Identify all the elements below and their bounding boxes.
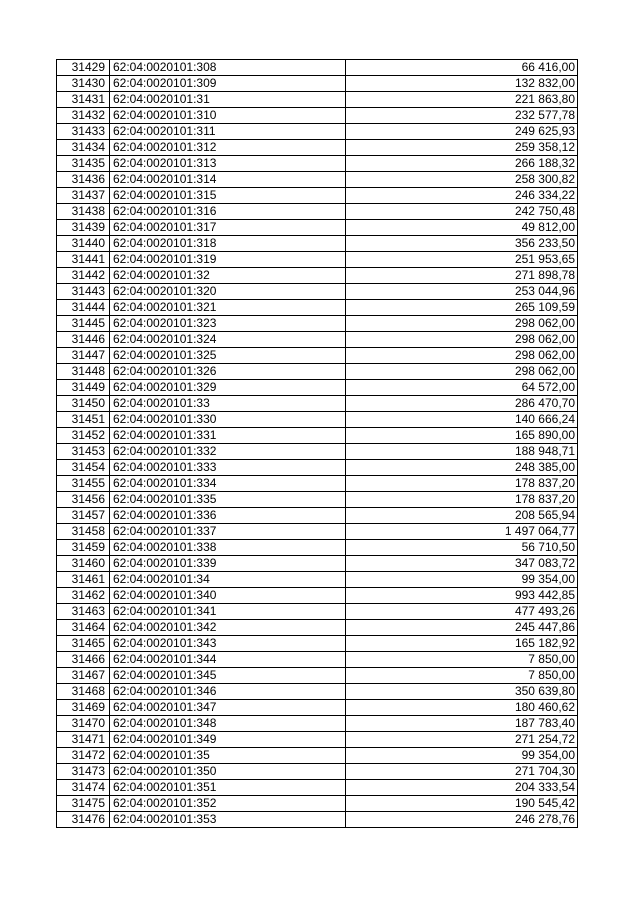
cadastral-number-cell: 62:04:0020101:333 xyxy=(110,460,346,476)
value-cell: 246 278,76 xyxy=(346,812,578,828)
row-number-cell: 31439 xyxy=(57,220,110,236)
row-number-cell: 31454 xyxy=(57,460,110,476)
cadastral-number-cell: 62:04:0020101:321 xyxy=(110,300,346,316)
table-row xyxy=(57,524,578,540)
value-cell: 298 062,00 xyxy=(346,332,578,348)
table-row xyxy=(57,780,578,796)
value-cell: 298 062,00 xyxy=(346,348,578,364)
value-cell: 258 300,82 xyxy=(346,172,578,188)
table-row xyxy=(57,60,578,76)
cadastral-number-cell: 62:04:0020101:315 xyxy=(110,188,346,204)
value-cell: 242 750,48 xyxy=(346,204,578,220)
cadastral-number-cell: 62:04:0020101:324 xyxy=(110,332,346,348)
table-row xyxy=(57,732,578,748)
value-cell: 99 354,00 xyxy=(346,572,578,588)
table-row xyxy=(57,764,578,780)
row-number-cell: 31456 xyxy=(57,492,110,508)
row-number-cell: 31430 xyxy=(57,76,110,92)
value-cell: 132 832,00 xyxy=(346,76,578,92)
value-cell: 208 565,94 xyxy=(346,508,578,524)
table-row xyxy=(57,300,578,316)
value-cell: 356 233,50 xyxy=(346,236,578,252)
table-row xyxy=(57,156,578,172)
row-number-cell: 31471 xyxy=(57,732,110,748)
table-row xyxy=(57,748,578,764)
cadastral-number-cell: 62:04:0020101:34 xyxy=(110,572,346,588)
table-row xyxy=(57,700,578,716)
value-cell: 190 545,42 xyxy=(346,796,578,812)
row-number-cell: 31457 xyxy=(57,508,110,524)
cadastral-number-cell: 62:04:0020101:337 xyxy=(110,524,346,540)
row-number-cell: 31446 xyxy=(57,332,110,348)
value-cell: 221 863,80 xyxy=(346,92,578,108)
value-cell: 298 062,00 xyxy=(346,364,578,380)
row-number-cell: 31474 xyxy=(57,780,110,796)
table-row xyxy=(57,76,578,92)
row-number-cell: 31448 xyxy=(57,364,110,380)
table-row xyxy=(57,540,578,556)
value-cell: 232 577,78 xyxy=(346,108,578,124)
value-cell: 178 837,20 xyxy=(346,492,578,508)
cadastral-number-cell: 62:04:0020101:35 xyxy=(110,748,346,764)
value-cell: 251 953,65 xyxy=(346,252,578,268)
row-number-cell: 31432 xyxy=(57,108,110,124)
table-row xyxy=(57,444,578,460)
row-number-cell: 31465 xyxy=(57,636,110,652)
table-row xyxy=(57,172,578,188)
cadastral-number-cell: 62:04:0020101:311 xyxy=(110,124,346,140)
table-row xyxy=(57,412,578,428)
cadastral-number-cell: 62:04:0020101:318 xyxy=(110,236,346,252)
row-number-cell: 31472 xyxy=(57,748,110,764)
cadastral-number-cell: 62:04:0020101:351 xyxy=(110,780,346,796)
cadastral-number-cell: 62:04:0020101:33 xyxy=(110,396,346,412)
cadastral-number-cell: 62:04:0020101:314 xyxy=(110,172,346,188)
row-number-cell: 31449 xyxy=(57,380,110,396)
value-cell: 477 493,26 xyxy=(346,604,578,620)
value-cell: 350 639,80 xyxy=(346,684,578,700)
table-row xyxy=(57,188,578,204)
table-row xyxy=(57,796,578,812)
cadastral-number-cell: 62:04:0020101:352 xyxy=(110,796,346,812)
cadastral-number-cell: 62:04:0020101:320 xyxy=(110,284,346,300)
row-number-cell: 31461 xyxy=(57,572,110,588)
value-cell: 64 572,00 xyxy=(346,380,578,396)
cadastral-number-cell: 62:04:0020101:342 xyxy=(110,620,346,636)
table-row xyxy=(57,204,578,220)
cadastral-number-cell: 62:04:0020101:338 xyxy=(110,540,346,556)
cadastral-number-cell: 62:04:0020101:323 xyxy=(110,316,346,332)
value-cell: 188 948,71 xyxy=(346,444,578,460)
table-row xyxy=(57,396,578,412)
table-row xyxy=(57,620,578,636)
value-cell: 49 812,00 xyxy=(346,220,578,236)
cadastral-number-cell: 62:04:0020101:325 xyxy=(110,348,346,364)
table-row xyxy=(57,508,578,524)
cadastral-number-cell: 62:04:0020101:339 xyxy=(110,556,346,572)
cadastral-number-cell: 62:04:0020101:319 xyxy=(110,252,346,268)
table-row xyxy=(57,556,578,572)
row-number-cell: 31452 xyxy=(57,428,110,444)
table-row xyxy=(57,572,578,588)
value-cell: 165 890,00 xyxy=(346,428,578,444)
table-row xyxy=(57,284,578,300)
table-row xyxy=(57,364,578,380)
value-cell: 204 333,54 xyxy=(346,780,578,796)
table-row xyxy=(57,332,578,348)
row-number-cell: 31460 xyxy=(57,556,110,572)
table-row xyxy=(57,460,578,476)
table-row xyxy=(57,428,578,444)
value-cell: 245 447,86 xyxy=(346,620,578,636)
row-number-cell: 31437 xyxy=(57,188,110,204)
value-cell: 165 182,92 xyxy=(346,636,578,652)
document-table-container xyxy=(56,59,578,828)
value-cell: 180 460,62 xyxy=(346,700,578,716)
value-cell: 187 783,40 xyxy=(346,716,578,732)
cadastral-number-cell: 62:04:0020101:312 xyxy=(110,140,346,156)
row-number-cell: 31463 xyxy=(57,604,110,620)
row-number-cell: 31470 xyxy=(57,716,110,732)
cadastral-number-cell: 62:04:0020101:347 xyxy=(110,700,346,716)
value-cell: 66 416,00 xyxy=(346,60,578,76)
table-row xyxy=(57,220,578,236)
value-cell: 266 188,32 xyxy=(346,156,578,172)
cadastral-number-cell: 62:04:0020101:346 xyxy=(110,684,346,700)
row-number-cell: 31435 xyxy=(57,156,110,172)
cadastral-number-cell: 62:04:0020101:331 xyxy=(110,428,346,444)
row-number-cell: 31453 xyxy=(57,444,110,460)
table-row xyxy=(57,588,578,604)
table-row xyxy=(57,812,578,828)
cadastral-number-cell: 62:04:0020101:32 xyxy=(110,268,346,284)
row-number-cell: 31451 xyxy=(57,412,110,428)
value-cell: 265 109,59 xyxy=(346,300,578,316)
cadastral-number-cell: 62:04:0020101:330 xyxy=(110,412,346,428)
cadastral-number-cell: 62:04:0020101:308 xyxy=(110,60,346,76)
table-row xyxy=(57,92,578,108)
value-cell: 56 710,50 xyxy=(346,540,578,556)
row-number-cell: 31462 xyxy=(57,588,110,604)
value-cell: 286 470,70 xyxy=(346,396,578,412)
table-row xyxy=(57,492,578,508)
row-number-cell: 31455 xyxy=(57,476,110,492)
row-number-cell: 31431 xyxy=(57,92,110,108)
cadastral-number-cell: 62:04:0020101:349 xyxy=(110,732,346,748)
value-cell: 271 254,72 xyxy=(346,732,578,748)
row-number-cell: 31468 xyxy=(57,684,110,700)
row-number-cell: 31429 xyxy=(57,60,110,76)
cadastral-number-cell: 62:04:0020101:313 xyxy=(110,156,346,172)
table-row xyxy=(57,380,578,396)
table-row xyxy=(57,636,578,652)
cadastral-number-cell: 62:04:0020101:353 xyxy=(110,812,346,828)
cadastral-number-cell: 62:04:0020101:309 xyxy=(110,76,346,92)
cadastral-number-cell: 62:04:0020101:341 xyxy=(110,604,346,620)
cadastral-number-cell: 62:04:0020101:336 xyxy=(110,508,346,524)
cadastral-number-cell: 62:04:0020101:332 xyxy=(110,444,346,460)
table-row xyxy=(57,268,578,284)
table-row xyxy=(57,604,578,620)
cadastral-number-cell: 62:04:0020101:343 xyxy=(110,636,346,652)
cadastral-number-cell: 62:04:0020101:310 xyxy=(110,108,346,124)
value-cell: 253 044,96 xyxy=(346,284,578,300)
value-cell: 178 837,20 xyxy=(346,476,578,492)
row-number-cell: 31445 xyxy=(57,316,110,332)
cadastral-number-cell: 62:04:0020101:329 xyxy=(110,380,346,396)
row-number-cell: 31464 xyxy=(57,620,110,636)
table-row xyxy=(57,668,578,684)
value-cell: 298 062,00 xyxy=(346,316,578,332)
cadastral-number-cell: 62:04:0020101:316 xyxy=(110,204,346,220)
row-number-cell: 31434 xyxy=(57,140,110,156)
row-number-cell: 31438 xyxy=(57,204,110,220)
value-cell: 249 625,93 xyxy=(346,124,578,140)
table-row xyxy=(57,252,578,268)
cadastral-number-cell: 62:04:0020101:350 xyxy=(110,764,346,780)
value-cell: 993 442,85 xyxy=(346,588,578,604)
cadastral-number-cell: 62:04:0020101:348 xyxy=(110,716,346,732)
row-number-cell: 31447 xyxy=(57,348,110,364)
value-cell: 271 898,78 xyxy=(346,268,578,284)
value-cell: 246 334,22 xyxy=(346,188,578,204)
row-number-cell: 31450 xyxy=(57,396,110,412)
cadastral-number-cell: 62:04:0020101:340 xyxy=(110,588,346,604)
row-number-cell: 31440 xyxy=(57,236,110,252)
table-row xyxy=(57,236,578,252)
row-number-cell: 31466 xyxy=(57,652,110,668)
table-row xyxy=(57,316,578,332)
value-cell: 140 666,24 xyxy=(346,412,578,428)
cadastral-number-cell: 62:04:0020101:31 xyxy=(110,92,346,108)
value-cell: 347 083,72 xyxy=(346,556,578,572)
value-cell: 248 385,00 xyxy=(346,460,578,476)
row-number-cell: 31441 xyxy=(57,252,110,268)
row-number-cell: 31433 xyxy=(57,124,110,140)
row-number-cell: 31473 xyxy=(57,764,110,780)
value-cell: 7 850,00 xyxy=(346,652,578,668)
cadastral-number-cell: 62:04:0020101:317 xyxy=(110,220,346,236)
cadastral-number-cell: 62:04:0020101:345 xyxy=(110,668,346,684)
table-row xyxy=(57,652,578,668)
value-cell: 1 497 064,77 xyxy=(346,524,578,540)
row-number-cell: 31436 xyxy=(57,172,110,188)
row-number-cell: 31443 xyxy=(57,284,110,300)
cadastral-number-cell: 62:04:0020101:344 xyxy=(110,652,346,668)
cadastral-number-cell: 62:04:0020101:334 xyxy=(110,476,346,492)
row-number-cell: 31444 xyxy=(57,300,110,316)
table-row xyxy=(57,684,578,700)
cadastral-number-cell: 62:04:0020101:326 xyxy=(110,364,346,380)
table-body xyxy=(57,60,578,828)
row-number-cell: 31476 xyxy=(57,812,110,828)
table-row xyxy=(57,140,578,156)
row-number-cell: 31442 xyxy=(57,268,110,284)
cadastral-number-cell: 62:04:0020101:335 xyxy=(110,492,346,508)
cadastral-value-table xyxy=(56,59,578,828)
row-number-cell: 31467 xyxy=(57,668,110,684)
row-number-cell: 31469 xyxy=(57,700,110,716)
value-cell: 259 358,12 xyxy=(346,140,578,156)
row-number-cell: 31458 xyxy=(57,524,110,540)
value-cell: 99 354,00 xyxy=(346,748,578,764)
table-row xyxy=(57,476,578,492)
table-row xyxy=(57,348,578,364)
value-cell: 271 704,30 xyxy=(346,764,578,780)
row-number-cell: 31475 xyxy=(57,796,110,812)
table-row xyxy=(57,124,578,140)
value-cell: 7 850,00 xyxy=(346,668,578,684)
table-row xyxy=(57,108,578,124)
table-row xyxy=(57,716,578,732)
row-number-cell: 31459 xyxy=(57,540,110,556)
